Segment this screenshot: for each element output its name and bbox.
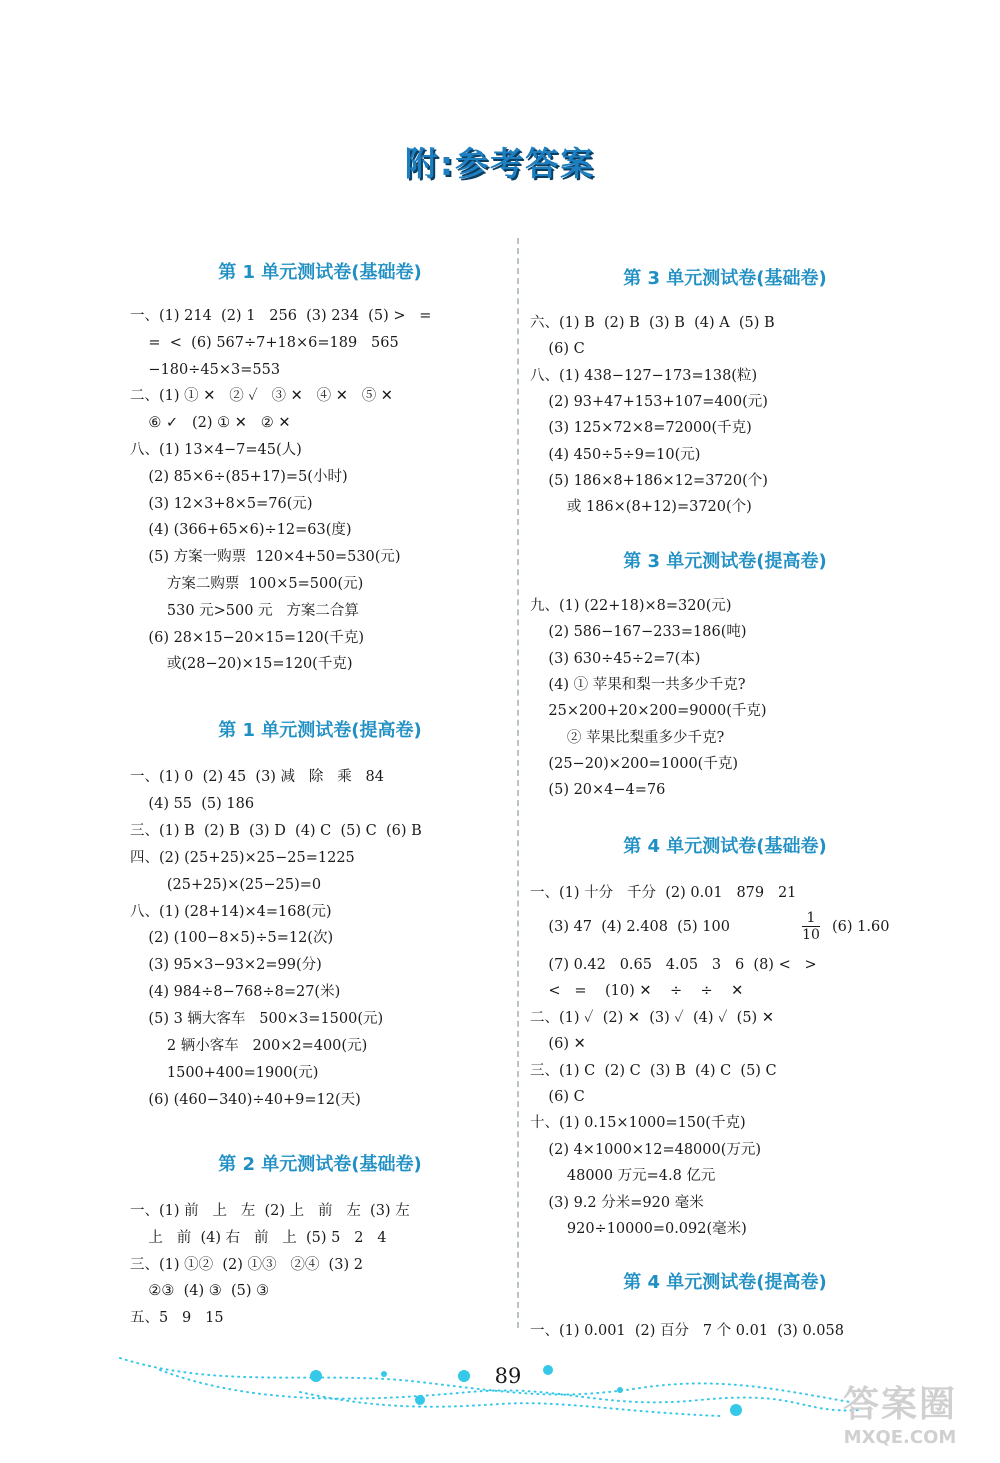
fraction (802, 910, 820, 943)
answer-line: (2) 93+47+153+107=400(元) (530, 393, 768, 410)
section-heading: 第 4 单元测试卷(基础卷) (623, 836, 827, 857)
page-title (0, 138, 1000, 185)
answer-line: (2) 586−167−233=186(吨) (530, 624, 747, 641)
answer-line: 或(28−20)×15=120(千克) (130, 656, 353, 673)
answer-line: 920÷10000=0.092(毫米) (530, 1221, 747, 1237)
answer-line: 八、(1) 438−127−173=138(粒) (530, 367, 758, 384)
answer-line: 十、(1) 0.15×1000=150(千克) (530, 1115, 746, 1132)
answer-line: < = (10) ✕ ÷ ÷ ✕ (530, 983, 744, 1000)
page-number: 89 (494, 1364, 522, 1388)
answer-line: 48000 万元=4.8 亿元 (530, 1168, 716, 1185)
answer-line: = < (6) 567÷7+18×6=189 565 (130, 334, 399, 351)
answer-line: (4) ① 苹果和梨一共多少千克? (530, 676, 746, 693)
answer-line: (4) 450÷5÷9=10(元) (530, 446, 701, 463)
answer-line: 五、5 9 15 (130, 1310, 224, 1327)
answer-line: (7) 0.42 0.65 4.05 3 6 (8) < > (530, 957, 817, 973)
section-heading: 第 3 单元测试卷(提高卷) (623, 551, 827, 572)
answer-line: 1500+400=1900(元) (130, 1064, 319, 1081)
answer-line: (5) 20×4−4=76 (530, 782, 666, 799)
answer-line: 方案二购票 100×5=500(元) (130, 576, 364, 592)
watermark-text: 答案圈 (842, 1384, 957, 1425)
answer-line: 三、(1) B (2) B (3) D (4) C (5) C (6) B (130, 822, 422, 839)
answer-line: (3) 95×3−93×2=99(分) (130, 957, 322, 974)
answer-line: (3) 630÷45÷2=7(本) (530, 650, 701, 667)
answer-line: (2) 85×6÷(85+17)=5(小时) (130, 468, 348, 485)
answer-line: 八、(1) 13×4−7=45(人) (130, 442, 302, 458)
answer-line: (6) 28×15−20×15=120(千克) (130, 629, 364, 646)
answer-line: 上 前 (4) 右 前 上 (5) 5 2 4 (130, 1229, 387, 1246)
answer-line: 八、(1) (28+14)×4=168(元) (130, 903, 332, 920)
column-divider (517, 238, 519, 1328)
answer-line: −180÷45×3=553 (130, 361, 281, 378)
answer-line: 一、(1) 十分 千分 (2) 0.01 879 21 (530, 885, 797, 901)
answer-line: (6) (460−340)÷40+9=12(天) (130, 1091, 361, 1108)
answer-line: (3) 9.2 分米=920 毫米 (530, 1194, 704, 1211)
answer-line: 四、(2) (25+25)×25−25=1225 (130, 849, 355, 866)
answer-line: 2 辆小客车 200×2=400(元) (130, 1038, 368, 1054)
section-heading: 第 3 单元测试卷(基础卷) (623, 268, 827, 289)
answer-line: (6) 1.60 (832, 919, 890, 935)
answer-line: (5) 3 辆大客车 500×3=1500(元) (130, 1011, 384, 1028)
answer-line: (25−20)×200=1000(千克) (530, 755, 738, 772)
answer-line: ② 苹果比梨重多少千克? (530, 729, 725, 746)
answer-line: (5) 方案一购票 120×4+50=530(元) (130, 549, 401, 566)
answer-line: (4) 984÷8−768÷8=27(米) (130, 984, 341, 1001)
answer-line: (4) (366+65×6)÷12=63(度) (130, 522, 352, 539)
answer-line: 三、(1) ①② (2) ①③ ②④ (3) 2 (130, 1256, 363, 1273)
answer-line: 一、(1) 214 (2) 1 256 (3) 234 (5) > = (130, 308, 432, 324)
answer-line: (6) C (530, 1089, 585, 1105)
fraction-denominator: 10 (802, 927, 820, 943)
answer-line: 二、(1) ✓ (2) ✕ (3) ✓ (4) ✓ (5) ✕ (530, 1009, 774, 1026)
answer-line: 一、(1) 0 (2) 45 (3) 减 除 乘 84 (130, 769, 384, 785)
answer-line: 或 186×(8+12)=3720(个) (530, 499, 752, 516)
answer-line: 九、(1) (22+18)×8=320(元) (530, 598, 732, 614)
answer-line: (5) 186×8+186×12=3720(个) (530, 472, 768, 489)
answer-line: (2) 4×1000×12=48000(万元) (530, 1141, 762, 1158)
section-heading: 第 2 单元测试卷(基础卷) (218, 1154, 422, 1175)
page-title-text: 附:参考答案 (404, 144, 596, 183)
section-heading: 第 4 单元测试卷(提高卷) (623, 1272, 827, 1293)
answer-line: (6) C (530, 341, 585, 358)
answer-line: (2) (100−8×5)÷5=12(次) (130, 930, 334, 947)
answer-line: 六、(1) B (2) B (3) B (4) A (5) B (530, 315, 775, 331)
answer-line: ⑥ ✓ (2) ① ✕ ② ✕ (130, 415, 291, 432)
answer-line: ②③ (4) ③ (5) ③ (130, 1283, 270, 1300)
answer-line: 一、(1) 0.001 (2) 百分 7 个 0.01 (3) 0.058 (530, 1323, 844, 1339)
answer-line: (4) 55 (5) 186 (130, 795, 255, 812)
answer-line: (25+25)×(25−25)=0 (130, 876, 322, 893)
answer-line: 25×200+20×200=9000(千克) (530, 703, 767, 720)
section-heading: 第 1 单元测试卷(基础卷) (218, 262, 422, 283)
answer-line: 三、(1) C (2) C (3) B (4) C (5) C (530, 1062, 777, 1079)
section-heading: 第 1 单元测试卷(提高卷) (218, 720, 422, 741)
site-watermark (830, 1376, 970, 1458)
answer-line: 一、(1) 前 上 左 (2) 上 前 左 (3) 左 (130, 1203, 410, 1219)
watermark-domain: MXQE.COM (843, 1427, 957, 1448)
answer-line: 二、(1) ① ✕ ② ✓ ③ ✕ ④ ✕ ⑤ ✕ (130, 388, 393, 405)
answer-line: (6) ✕ (530, 1036, 586, 1053)
answer-line: (3) 47 (4) 2.408 (5) 100 (530, 919, 730, 935)
answer-line: (3) 12×3+8×5=76(元) (130, 495, 313, 512)
answer-line: (3) 125×72×8=72000(千克) (530, 420, 752, 437)
fraction-numerator: 1 (806, 910, 816, 926)
answer-line: 530 元>500 元 方案二合算 (130, 602, 359, 619)
